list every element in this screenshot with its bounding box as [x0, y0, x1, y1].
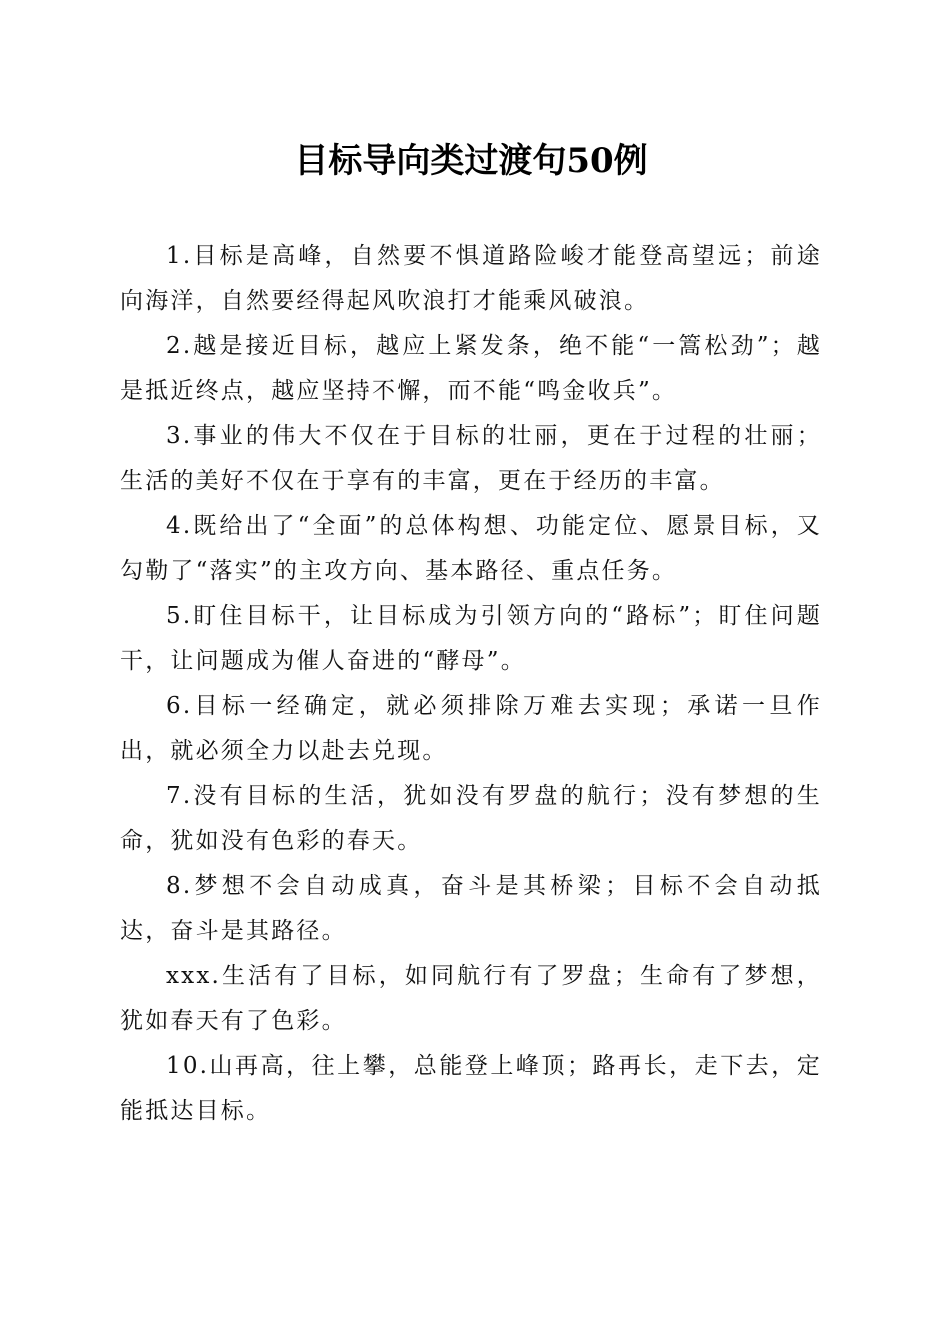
- paragraph-3: 3.事业的伟大不仅在于目标的壮丽，更在于过程的壮丽；生活的美好不仅在于享有的丰富，更在于经历的丰富。: [120, 423, 822, 494]
- paragraph-6: 6.目标一经确定，就必须排除万难去实现；承诺一旦作出，就必须全力以赴去兑现。: [120, 693, 822, 764]
- paragraph-7: 7.没有目标的生活，犹如没有罗盘的航行；没有梦想的生命，犹如没有色彩的春天。: [120, 783, 822, 854]
- document-title: 目标导向类过渡句50例: [294, 141, 648, 181]
- paragraph-8: 8.梦想不会自动成真，奋斗是其桥梁；目标不会自动抵达，奋斗是其路径。: [120, 873, 822, 944]
- paragraph-10: 10.山再高，往上攀，总能登上峰顶；路再长，走下去，定能抵达目标。: [120, 1053, 822, 1124]
- document-body: [120, 234, 822, 1134]
- paragraph-2: 2.越是接近目标，越应上紧发条，绝不能“一篙松劲”；越是抵近终点，越应坚持不懈，而不能“鸣金收兵”。: [120, 333, 822, 404]
- paragraph-5: 5.盯住目标干，让目标成为引领方向的“路标”；盯住问题干，让问题成为催人奋进的“酵母”。: [120, 603, 822, 674]
- paragraph-1: 1.目标是高峰，自然要不惧道路险峻才能登高望远；前途向海洋，自然要经得起风吹浪打才能乘风破浪。: [120, 243, 822, 314]
- paragraph-4: 4.既给出了“全面”的总体构想、功能定位、愿景目标，又勾勒了“落实”的主攻方向、基本路径、重点任务。: [120, 513, 822, 584]
- paragraph-9: xxx.生活有了目标，如同航行有了罗盘；生命有了梦想，犹如春天有了色彩。: [120, 963, 822, 1034]
